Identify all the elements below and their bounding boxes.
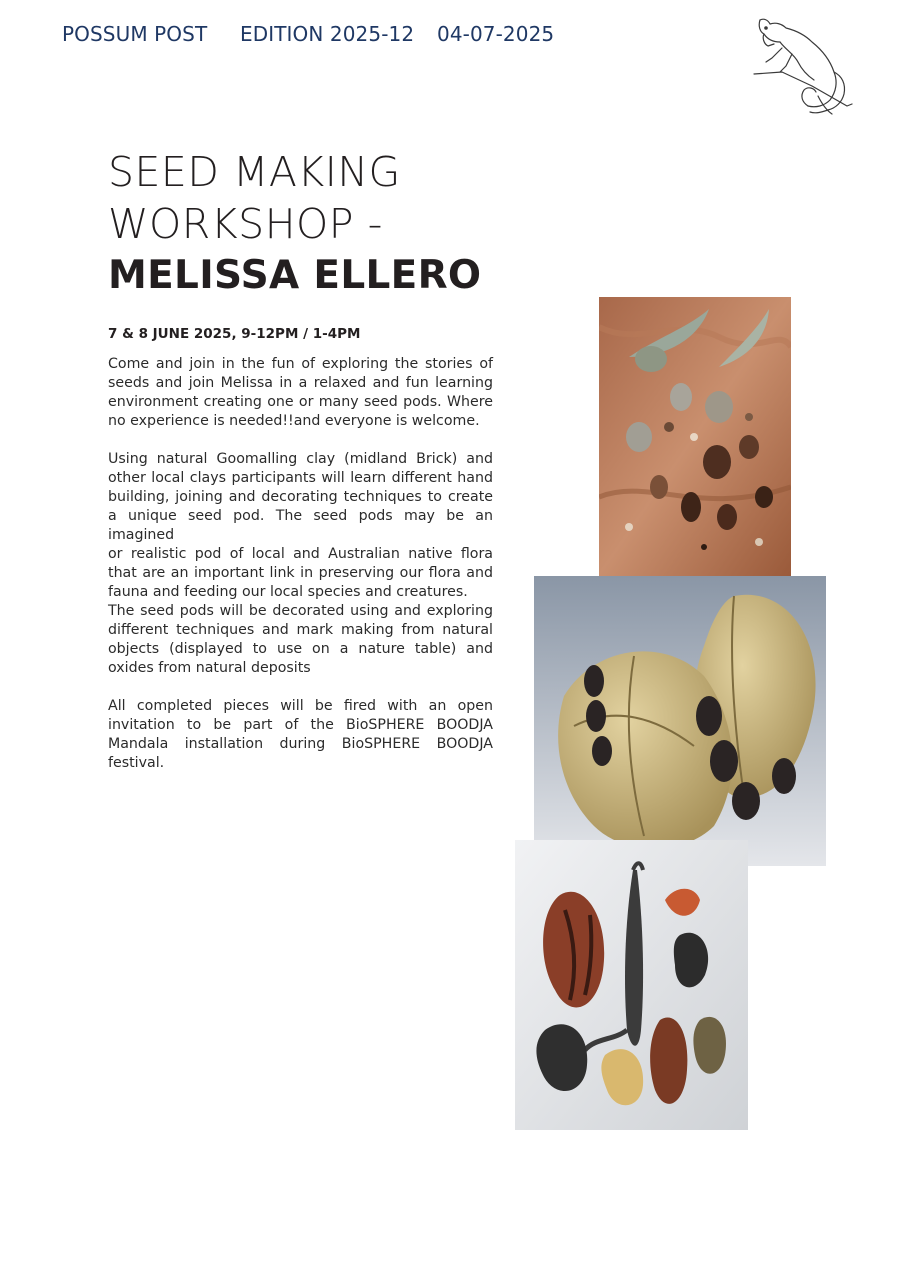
article-title: [108, 146, 528, 302]
possum-logo-icon: [752, 14, 857, 120]
edition-date: 04-07-2025: [437, 22, 555, 46]
title-line-2: WORKSHOP -: [108, 200, 383, 248]
publication-name: POSSUM POST: [62, 22, 208, 46]
workshop-dates: 7 & 8 JUNE 2025, 9-12PM / 1-4PM: [108, 326, 361, 342]
masthead: [62, 22, 554, 46]
ceramic-pods-photo: [534, 576, 826, 866]
paragraph-clay: Using natural Goomalling clay (midland Brick) and other local clays participants will learn different hand building, joining and decorating techniques to create a unique seed pod. The seed pods may be an imagined: [108, 451, 493, 543]
paragraph-firing: All completed pieces will be fired with an open invitation to be part of the BioSPHERE BOODJA Mandala installation during BioSPHERE BOODJA festival.: [108, 698, 493, 771]
assorted-ceramic-pods-photo: [515, 840, 748, 1130]
paragraph-intro: Come and join in the fun of exploring the stories of seeds and join Melissa in a relaxed and fun learning environment creating one or many seed pods. Where no experience is needed!!and everyone is welcome.: [108, 356, 493, 429]
edition-number: EDITION 2025-12: [240, 22, 415, 46]
title-line-1: SEED MAKING: [108, 148, 401, 196]
article-body: [108, 355, 493, 773]
natural-seeds-photo: [599, 297, 791, 576]
paragraph-decoration: The seed pods will be decorated using and exploring different techniques and mark making from natural objects (displayed to use on a nature table) and oxides from natural deposits: [108, 603, 493, 676]
paragraph-native-flora: or realistic pod of local and Australian native flora that are an important link in preserving our flora and fauna and feeding our local species and creatures.: [108, 546, 493, 600]
title-presenter-name: MELISSA ELLERO: [108, 253, 482, 298]
